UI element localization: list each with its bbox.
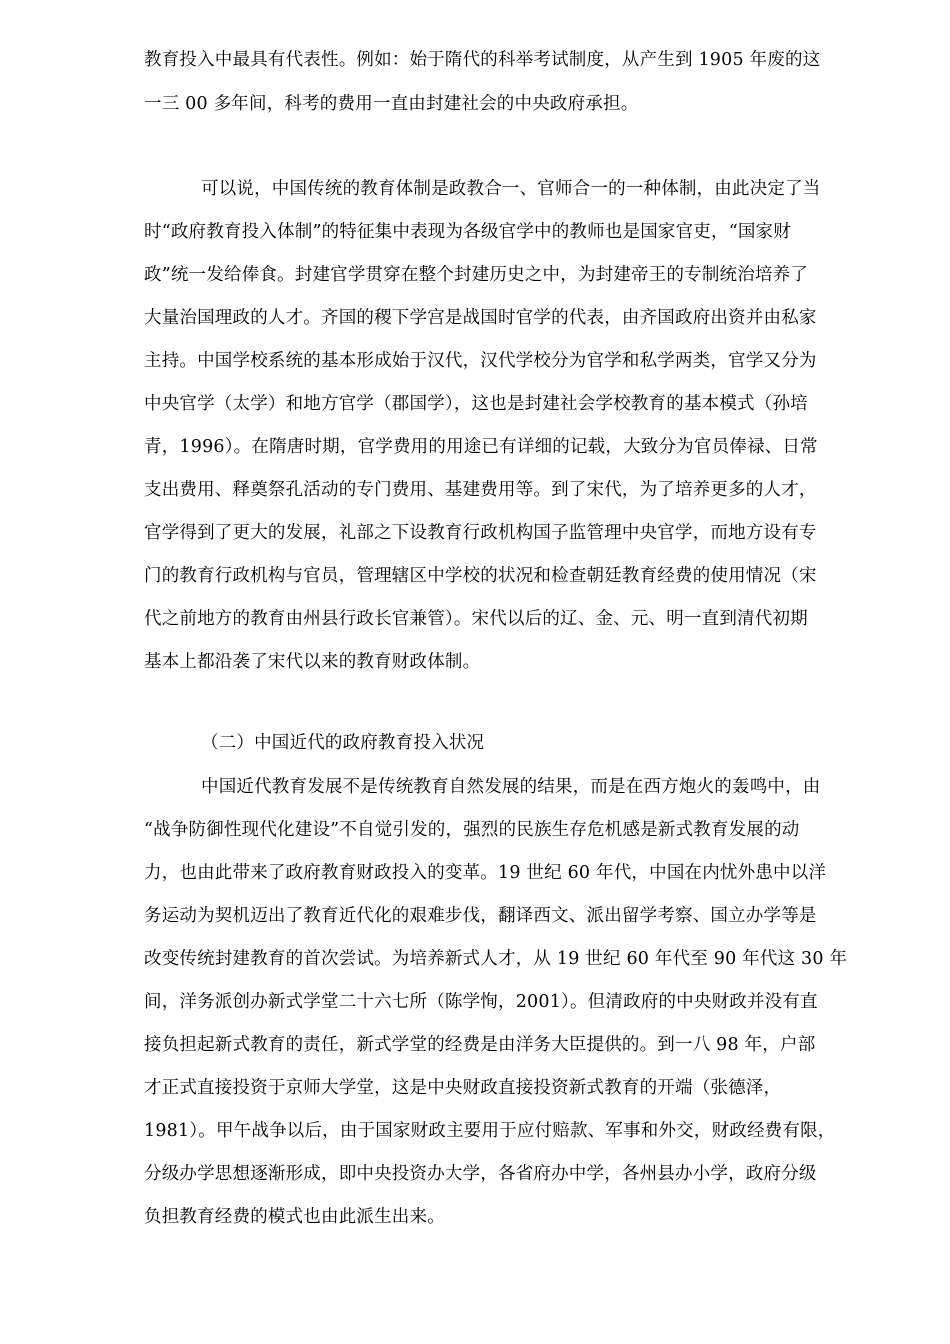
text-line: 一三 00 多年间，科考的费用一直由封建社会的中央政府承担。 bbox=[144, 94, 639, 114]
text-line: 分级办学思想逐渐形成，即中央投资办大学，各省府办中学，各州县办小学，政府分级 bbox=[144, 1164, 817, 1184]
text-line: 力，也由此带来了政府教育财政投入的变革。19 世纪 60 年代，中国在内忧外患中以洋 bbox=[144, 863, 827, 883]
text-line: “战争防御性现代化建设”不自觉引发的，强烈的民族生存危机感是新式教育发展的动 bbox=[144, 820, 800, 840]
text-line: 可以说，中国传统的教育体制是政教合一、官师合一的一种体制，由此决定了当 bbox=[201, 179, 821, 199]
section-heading: （二）中国近代的政府教育投入状况 bbox=[201, 733, 485, 753]
text-line: 负担教育经费的模式也由此派生出来。 bbox=[144, 1207, 445, 1227]
text-line: 接负担起新式教育的责任，新式学堂的经费是由洋务大臣提供的。到一八 98 年，户部 bbox=[144, 1035, 816, 1055]
text-line: 务运动为契机迈出了教育近代化的艰难步伐，翻译西文、派出留学考察、国立办学等是 bbox=[144, 906, 817, 926]
text-line: 代之前地方的教育由州县行政长官兼管）。宋代以后的辽、金、元、明一直到清代初期 bbox=[144, 609, 808, 629]
text-line: 主持。中国学校系统的基本形成始于汉代，汉代学校分为官学和私学两类，官学又分为 bbox=[144, 351, 817, 371]
text-line: 改变传统封建教育的首次尝试。为培养新式人才，从 19 世纪 60 年代至 90 年代这 30 年 bbox=[144, 949, 848, 969]
text-line: 才正式直接投资于京师大学堂，这是中央财政直接投资新式教育的开端（张德泽， bbox=[144, 1078, 782, 1098]
text-line: 大量治国理政的人才。齐国的稷下学宫是战国时官学的代表，由齐国政府出资并由私家 bbox=[144, 308, 817, 328]
text-line: 官学得到了更大的发展，礼部之下设教育行政机构国子监管理中央官学，而地方设有专 bbox=[144, 523, 817, 543]
text-line: 间，洋务派创办新式学堂二十六七所（陈学恂，2001）。但清政府的中央财政并没有直 bbox=[144, 992, 818, 1012]
text-line: 时“政府教育投入体制”的特征集中表现为各级官学中的教师也是国家官吏，“国家财 bbox=[144, 222, 791, 242]
text-line: 中国近代教育发展不是传统教育自然发展的结果，而是在西方炮火的轰鸣中，由 bbox=[201, 777, 821, 797]
text-line: 基本上都沿袭了宋代以来的教育财政体制。 bbox=[144, 652, 481, 672]
text-line: 中央官学（太学）和地方官学（郡国学），这也是封建社会学校教育的基本模式（孙培 bbox=[144, 394, 808, 414]
text-line: 支出费用、释奠祭孔活动的专门费用、基建费用等。到了宋代，为了培养更多的人才， bbox=[144, 480, 817, 500]
text-line: 1981）。甲午战争以后，由于国家财政主要用于应付赔款、军事和外交，财政经费有限， bbox=[144, 1121, 836, 1141]
text-line: 政”统一发给俸食。封建官学贯穿在整个封建历史之中，为封建帝王的专制统治培养了 bbox=[144, 265, 809, 285]
text-line: 门的教育行政机构与官员，管理辖区中学校的状况和检查朝廷教育经费的使用情况（宋 bbox=[144, 566, 817, 586]
text-line: 青，1996）。在隋唐时期，官学费用的用途已有详细的记载，大致分为官员俸禄、日常 bbox=[144, 437, 818, 457]
text-line: 教育投入中最具有代表性。例如：始于隋代的科举考试制度，从产生到 1905 年废的这 bbox=[144, 50, 821, 70]
